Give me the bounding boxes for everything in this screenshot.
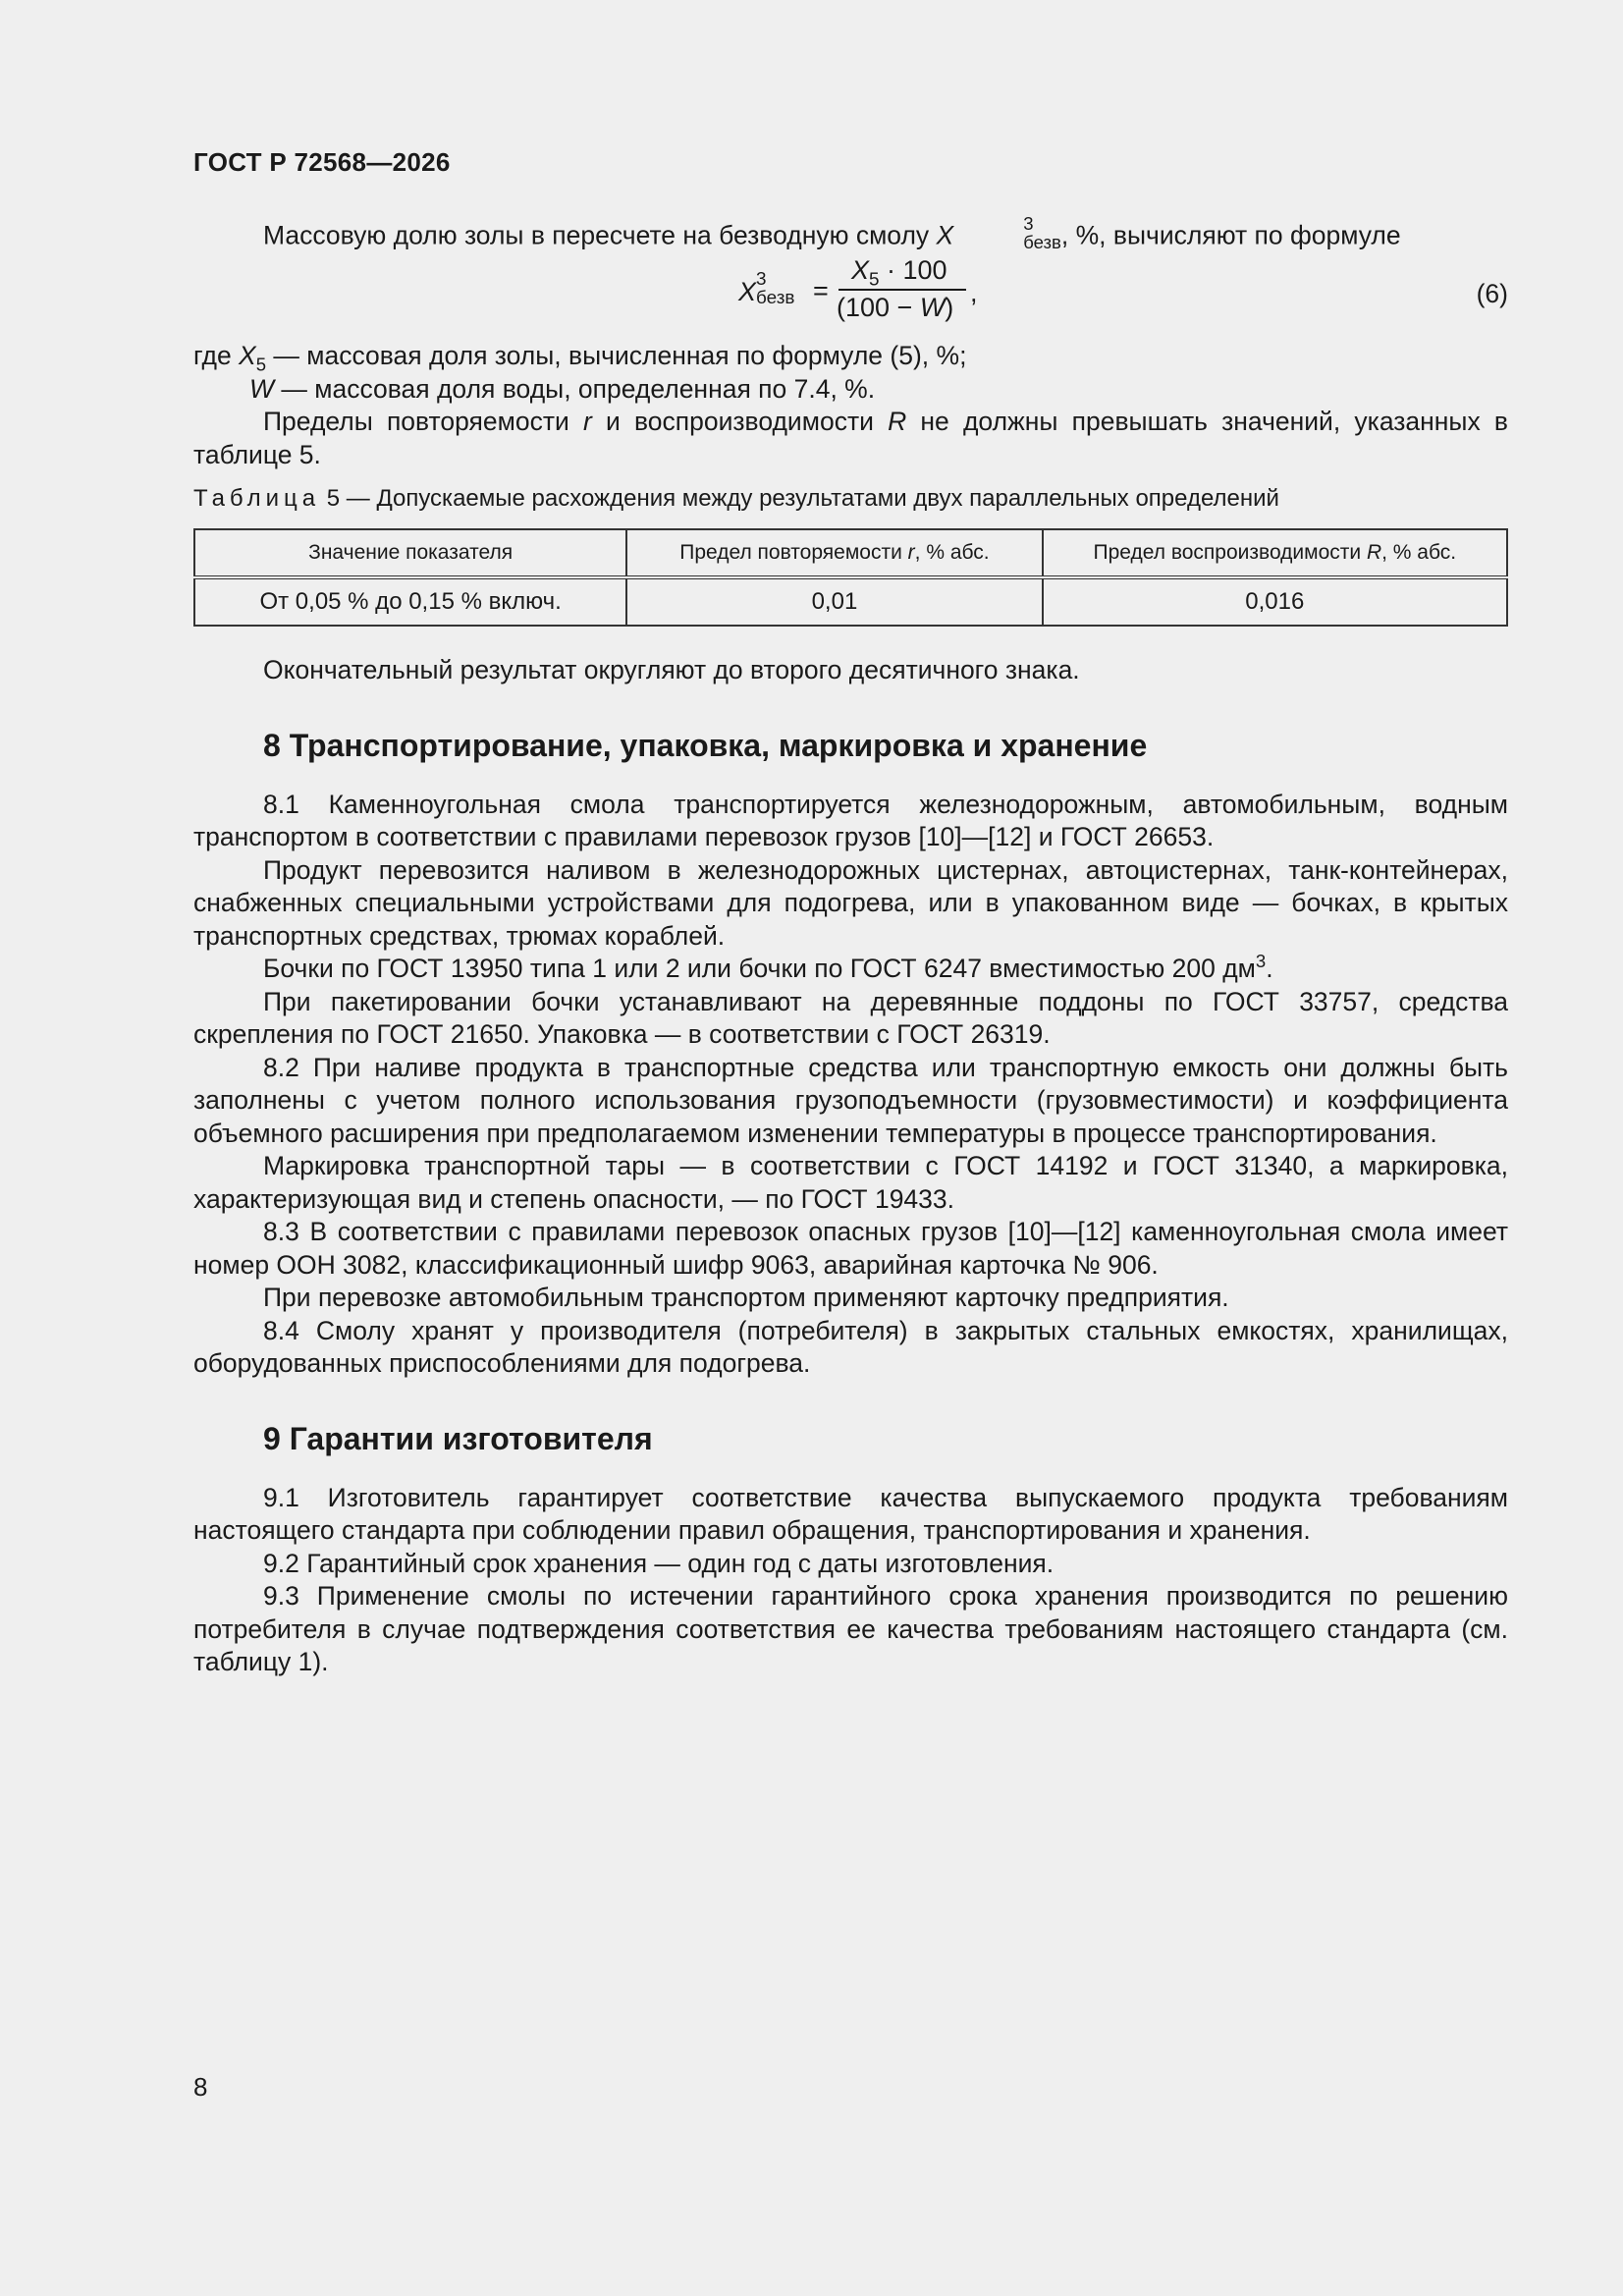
formula-comma: , xyxy=(970,278,978,308)
header-R-var: R xyxy=(1366,541,1382,565)
formula-lhs-var: X xyxy=(738,277,757,307)
table-cell-R: 0,016 xyxy=(1043,577,1507,626)
limits-text-1: Пределы повторяемости xyxy=(263,407,583,437)
table-header-repeatability xyxy=(626,529,1042,577)
formula-equals: = xyxy=(813,276,829,306)
intro-text: Массовую долю золы в пересчете на безводную смолу xyxy=(263,220,937,250)
limits-paragraph xyxy=(193,406,1508,471)
formula-num-rest: · 100 xyxy=(879,255,947,286)
table-header-reproducibility xyxy=(1043,529,1507,577)
section-8-p1: 8.1 Каменноугольная смола транспортируется железнодорожным, автомобильным, водным транспортом в соответствии с правилами перевозок грузов [10]—[12] и ГОСТ 26653. xyxy=(193,789,1508,852)
section-8-p3 xyxy=(193,953,1508,986)
formula-lhs-sup: 3 xyxy=(756,269,767,291)
table-header-row xyxy=(194,529,1507,577)
intro-sub: безв xyxy=(1023,231,1061,252)
section-8-p7: 8.3 В соответствии с правилами перевозок опасных грузов [10]—[12] каменноугольная смола имеет номер ООН 3082, классификационный шифр 9063, аварийная карточка № 906. xyxy=(193,1217,1508,1280)
intro-var: X xyxy=(936,220,954,250)
legend-w-var: W xyxy=(249,373,275,404)
legend-row-w xyxy=(193,373,1508,407)
table-header-value: Значение показателя xyxy=(194,529,626,577)
formula-denominator xyxy=(837,292,953,325)
section-9-heading: 9 Гарантии изготовителя xyxy=(263,1420,653,1456)
intro-sup: 3 xyxy=(1023,213,1034,234)
legend-w-text: — массовая доля воды, определенная по 7.4, %. xyxy=(274,373,876,404)
formula-lhs xyxy=(738,269,795,312)
header-r-var: r xyxy=(907,541,915,565)
table-caption xyxy=(193,484,1508,514)
section-9-p1: 9.1 Изготовитель гарантирует соответствие качества выпускаемого продукта требованиям настоящего стандарта при соблюдении правил обращения, транспортирования и хранения. xyxy=(193,1482,1508,1546)
header-r-pre: Предел повторяемости xyxy=(679,541,908,565)
formula-6 xyxy=(193,255,1508,340)
legend-x5-var: X xyxy=(239,341,256,371)
intro-paragraph xyxy=(193,213,1508,255)
section-8-p8: При перевозке автомобильным транспортом применяют карточку предприятия. xyxy=(263,1283,1229,1313)
table-row xyxy=(194,577,1507,626)
section-9-p3: 9.3 Применение смолы по истечении гарантийного срока хранения производится по решению потребителя в случае подтверждения соответствия ее качества требованиям настоящего стандарта (см. таблицу 1). xyxy=(193,1581,1508,1677)
document-header: ГОСТ Р 72568—2026 xyxy=(193,147,451,177)
legend-x5-text: — массовая доля золы, вычисленная по формуле (5), %; xyxy=(266,341,967,371)
intro-text-end: , %, вычисляют по формуле xyxy=(1060,220,1401,250)
section-9-p2: 9.2 Гарантийный срок хранения — один год с даты изготовления. xyxy=(263,1548,1055,1578)
limits-text-3: не должны превышать значений, указанных в таблице 5. xyxy=(193,407,1508,469)
formula-lhs-sub: безв xyxy=(756,288,795,308)
legend-prefix: где xyxy=(193,341,240,371)
header-R-pre: Предел воспроизводимости xyxy=(1093,541,1367,565)
formula-lhs-supsub xyxy=(756,271,794,308)
header-r-post: , % абс. xyxy=(914,541,990,565)
p3-sup: 3 xyxy=(1255,951,1267,972)
formula-num-sub: 5 xyxy=(869,269,880,291)
formula-number: (6) xyxy=(1476,279,1508,309)
table-5 xyxy=(193,528,1508,627)
section-8-p9: 8.4 Смолу хранят у производителя (потребителя) в закрытых стальных емкостях, хранилищах, оборудованных приспособлениями для подогрева. xyxy=(193,1315,1508,1379)
formula-num-var: X xyxy=(851,255,870,286)
formula-legend xyxy=(193,340,1508,406)
limits-text-2: и воспроизводимости xyxy=(591,407,889,437)
final-result-paragraph: Окончательный результат округляют до второго десятичного знака. xyxy=(263,655,1080,685)
table-cell-r: 0,01 xyxy=(626,577,1042,626)
formula-den-close: ) xyxy=(945,293,954,323)
intro-supsub xyxy=(953,215,1061,251)
fraction-bar xyxy=(839,289,966,291)
page-number: 8 xyxy=(193,2072,208,2102)
limits-R: R xyxy=(888,407,907,437)
header-R-post: , % абс. xyxy=(1381,541,1457,565)
p3-text: Бочки по ГОСТ 13950 типа 1 или 2 или бочки по ГОСТ 6247 вместимостью 200 дм xyxy=(263,954,1256,984)
formula-den-var: W xyxy=(919,293,946,323)
section-8-heading: 8 Транспортирование, упаковка, маркировка и хранение xyxy=(263,727,1148,763)
section-8-p2: Продукт перевозится наливом в железнодорожных цистернах, автоцистернах, танк-контейнерах, снабженных специальными устройствами для подогрева, или в упакованном виде — бочках, в крытых транспортных средствах, трюмах кораблей. xyxy=(193,854,1508,951)
document-body xyxy=(193,213,1508,1679)
legend-row-x5 xyxy=(193,340,1508,373)
legend-x5-sub: 5 xyxy=(255,354,267,375)
section-8-p4: При пакетировании бочки устанавливают на деревянные поддоны по ГОСТ 33757, средства скрепления по ГОСТ 21650. Упаковка — в соответствии с ГОСТ 26319. xyxy=(193,986,1508,1050)
table-caption-label: Таблица xyxy=(193,485,321,513)
table-cell-value: От 0,05 % до 0,15 % включ. xyxy=(194,577,626,626)
formula-numerator xyxy=(851,254,947,291)
table-caption-text: 5 — Допускаемые расхождения между результатами двух параллельных определений xyxy=(320,485,1279,513)
formula-den-open: (100 − xyxy=(837,293,920,323)
p3-end: . xyxy=(1266,954,1273,984)
limits-r: r xyxy=(582,407,592,437)
section-8-p6: Маркировка транспортной тары — в соответствии с ГОСТ 14192 и ГОСТ 31340, а маркировка, характеризующая вид и степень опасности, — по ГОСТ 19433. xyxy=(193,1151,1508,1214)
section-8-p5: 8.2 При наливе продукта в транспортные средства или транспортную емкость они должны быть заполнены с учетом полного использования грузоподъемности (грузовместимости) и коэффициента объемного расширения при предполагаемом изменении температуры в процессе транспортирования. xyxy=(193,1052,1508,1148)
